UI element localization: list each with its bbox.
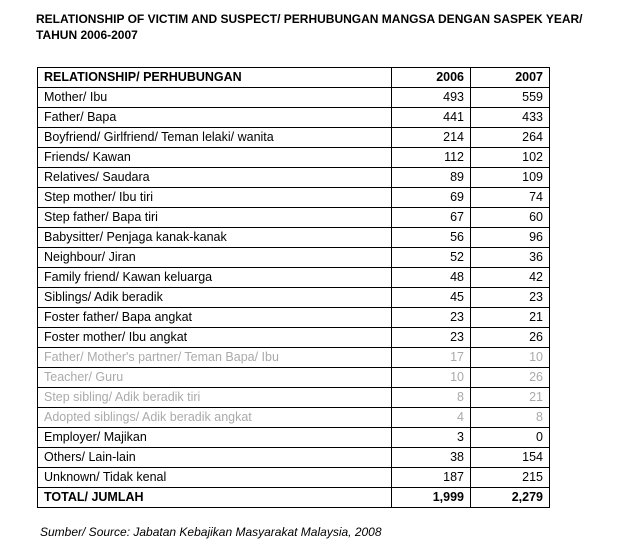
table-row [38, 208, 550, 228]
table-body [38, 88, 550, 488]
table-row [38, 108, 550, 128]
relationship-table-container [37, 67, 550, 508]
row-value-2006: 187 [392, 468, 471, 488]
row-label: Mother/ Ibu [38, 88, 392, 108]
table-row [38, 228, 550, 248]
row-label: Boyfriend/ Girlfriend/ Teman lelaki/ wanita [38, 128, 392, 148]
table-row [38, 88, 550, 108]
table-row [38, 328, 550, 348]
row-label: Teacher/ Guru [38, 368, 392, 388]
row-value-2007: 21 [471, 388, 550, 408]
row-label: Father/ Mother's partner/ Teman Bapa/ Ibu [38, 348, 392, 368]
row-label: Employer/ Majikan [38, 428, 392, 448]
row-label: Family friend/ Kawan keluarga [38, 268, 392, 288]
row-value-2006: 45 [392, 288, 471, 308]
header-relationship: RELATIONSHIP/ PERHUBUNGAN [38, 68, 392, 88]
row-label: Unknown/ Tidak kenal [38, 468, 392, 488]
table-row [38, 288, 550, 308]
row-value-2006: 214 [392, 128, 471, 148]
row-label: Siblings/ Adik beradik [38, 288, 392, 308]
row-value-2006: 56 [392, 228, 471, 248]
total-row [38, 488, 550, 508]
row-value-2007: 264 [471, 128, 550, 148]
row-label: Relatives/ Saudara [38, 168, 392, 188]
table-row [38, 468, 550, 488]
row-value-2007: 26 [471, 368, 550, 388]
row-value-2007: 433 [471, 108, 550, 128]
row-label: Neighbour/ Jiran [38, 248, 392, 268]
row-label: Adopted siblings/ Adik beradik angkat [38, 408, 392, 428]
table-row [38, 408, 550, 428]
total-label: TOTAL/ JUMLAH [38, 488, 392, 508]
row-value-2007: 10 [471, 348, 550, 368]
row-value-2006: 38 [392, 448, 471, 468]
table-row [38, 188, 550, 208]
table-row [38, 128, 550, 148]
row-value-2007: 36 [471, 248, 550, 268]
table-row [38, 428, 550, 448]
row-label: Friends/ Kawan [38, 148, 392, 168]
row-label: Others/ Lain-lain [38, 448, 392, 468]
relationship-table [37, 67, 550, 508]
row-value-2006: 4 [392, 408, 471, 428]
row-label: Step sibling/ Adik beradik tiri [38, 388, 392, 408]
row-value-2006: 3 [392, 428, 471, 448]
row-value-2007: 21 [471, 308, 550, 328]
table-row [38, 368, 550, 388]
row-label: Step mother/ Ibu tiri [38, 188, 392, 208]
row-value-2007: 23 [471, 288, 550, 308]
row-value-2007: 559 [471, 88, 550, 108]
table-row [38, 268, 550, 288]
row-value-2006: 493 [392, 88, 471, 108]
row-value-2007: 109 [471, 168, 550, 188]
row-label: Father/ Bapa [38, 108, 392, 128]
row-value-2006: 67 [392, 208, 471, 228]
row-value-2006: 23 [392, 328, 471, 348]
table-header-row [38, 68, 550, 88]
table-row [38, 448, 550, 468]
row-value-2006: 69 [392, 188, 471, 208]
row-value-2007: 42 [471, 268, 550, 288]
row-value-2007: 26 [471, 328, 550, 348]
table-row [38, 348, 550, 368]
table-row [38, 388, 550, 408]
row-value-2007: 215 [471, 468, 550, 488]
row-value-2006: 17 [392, 348, 471, 368]
row-label: Babysitter/ Penjaga kanak-kanak [38, 228, 392, 248]
total-2007: 2,279 [471, 488, 550, 508]
row-value-2006: 48 [392, 268, 471, 288]
table-row [38, 168, 550, 188]
row-value-2006: 23 [392, 308, 471, 328]
row-label: Step father/ Bapa tiri [38, 208, 392, 228]
row-value-2006: 52 [392, 248, 471, 268]
row-value-2006: 112 [392, 148, 471, 168]
total-2006: 1,999 [392, 488, 471, 508]
row-label: Foster father/ Bapa angkat [38, 308, 392, 328]
row-value-2006: 441 [392, 108, 471, 128]
row-value-2007: 154 [471, 448, 550, 468]
row-value-2006: 10 [392, 368, 471, 388]
row-value-2007: 96 [471, 228, 550, 248]
page-title: RELATIONSHIP OF VICTIM AND SUSPECT/ PERHUBUNGAN MANGSA DENGAN SASPEK YEAR/ TAHUN 2006-2007 [36, 12, 583, 42]
table-row [38, 308, 550, 328]
row-value-2007: 0 [471, 428, 550, 448]
row-label: Foster mother/ Ibu angkat [38, 328, 392, 348]
row-value-2007: 8 [471, 408, 550, 428]
row-value-2007: 60 [471, 208, 550, 228]
table-row [38, 148, 550, 168]
source-note: Sumber/ Source: Jabatan Kebajikan Masyarakat Malaysia, 2008 [40, 525, 382, 539]
table-row [38, 248, 550, 268]
header-2006: 2006 [392, 68, 471, 88]
row-value-2007: 74 [471, 188, 550, 208]
row-value-2007: 102 [471, 148, 550, 168]
row-value-2006: 8 [392, 388, 471, 408]
header-2007: 2007 [471, 68, 550, 88]
row-value-2006: 89 [392, 168, 471, 188]
